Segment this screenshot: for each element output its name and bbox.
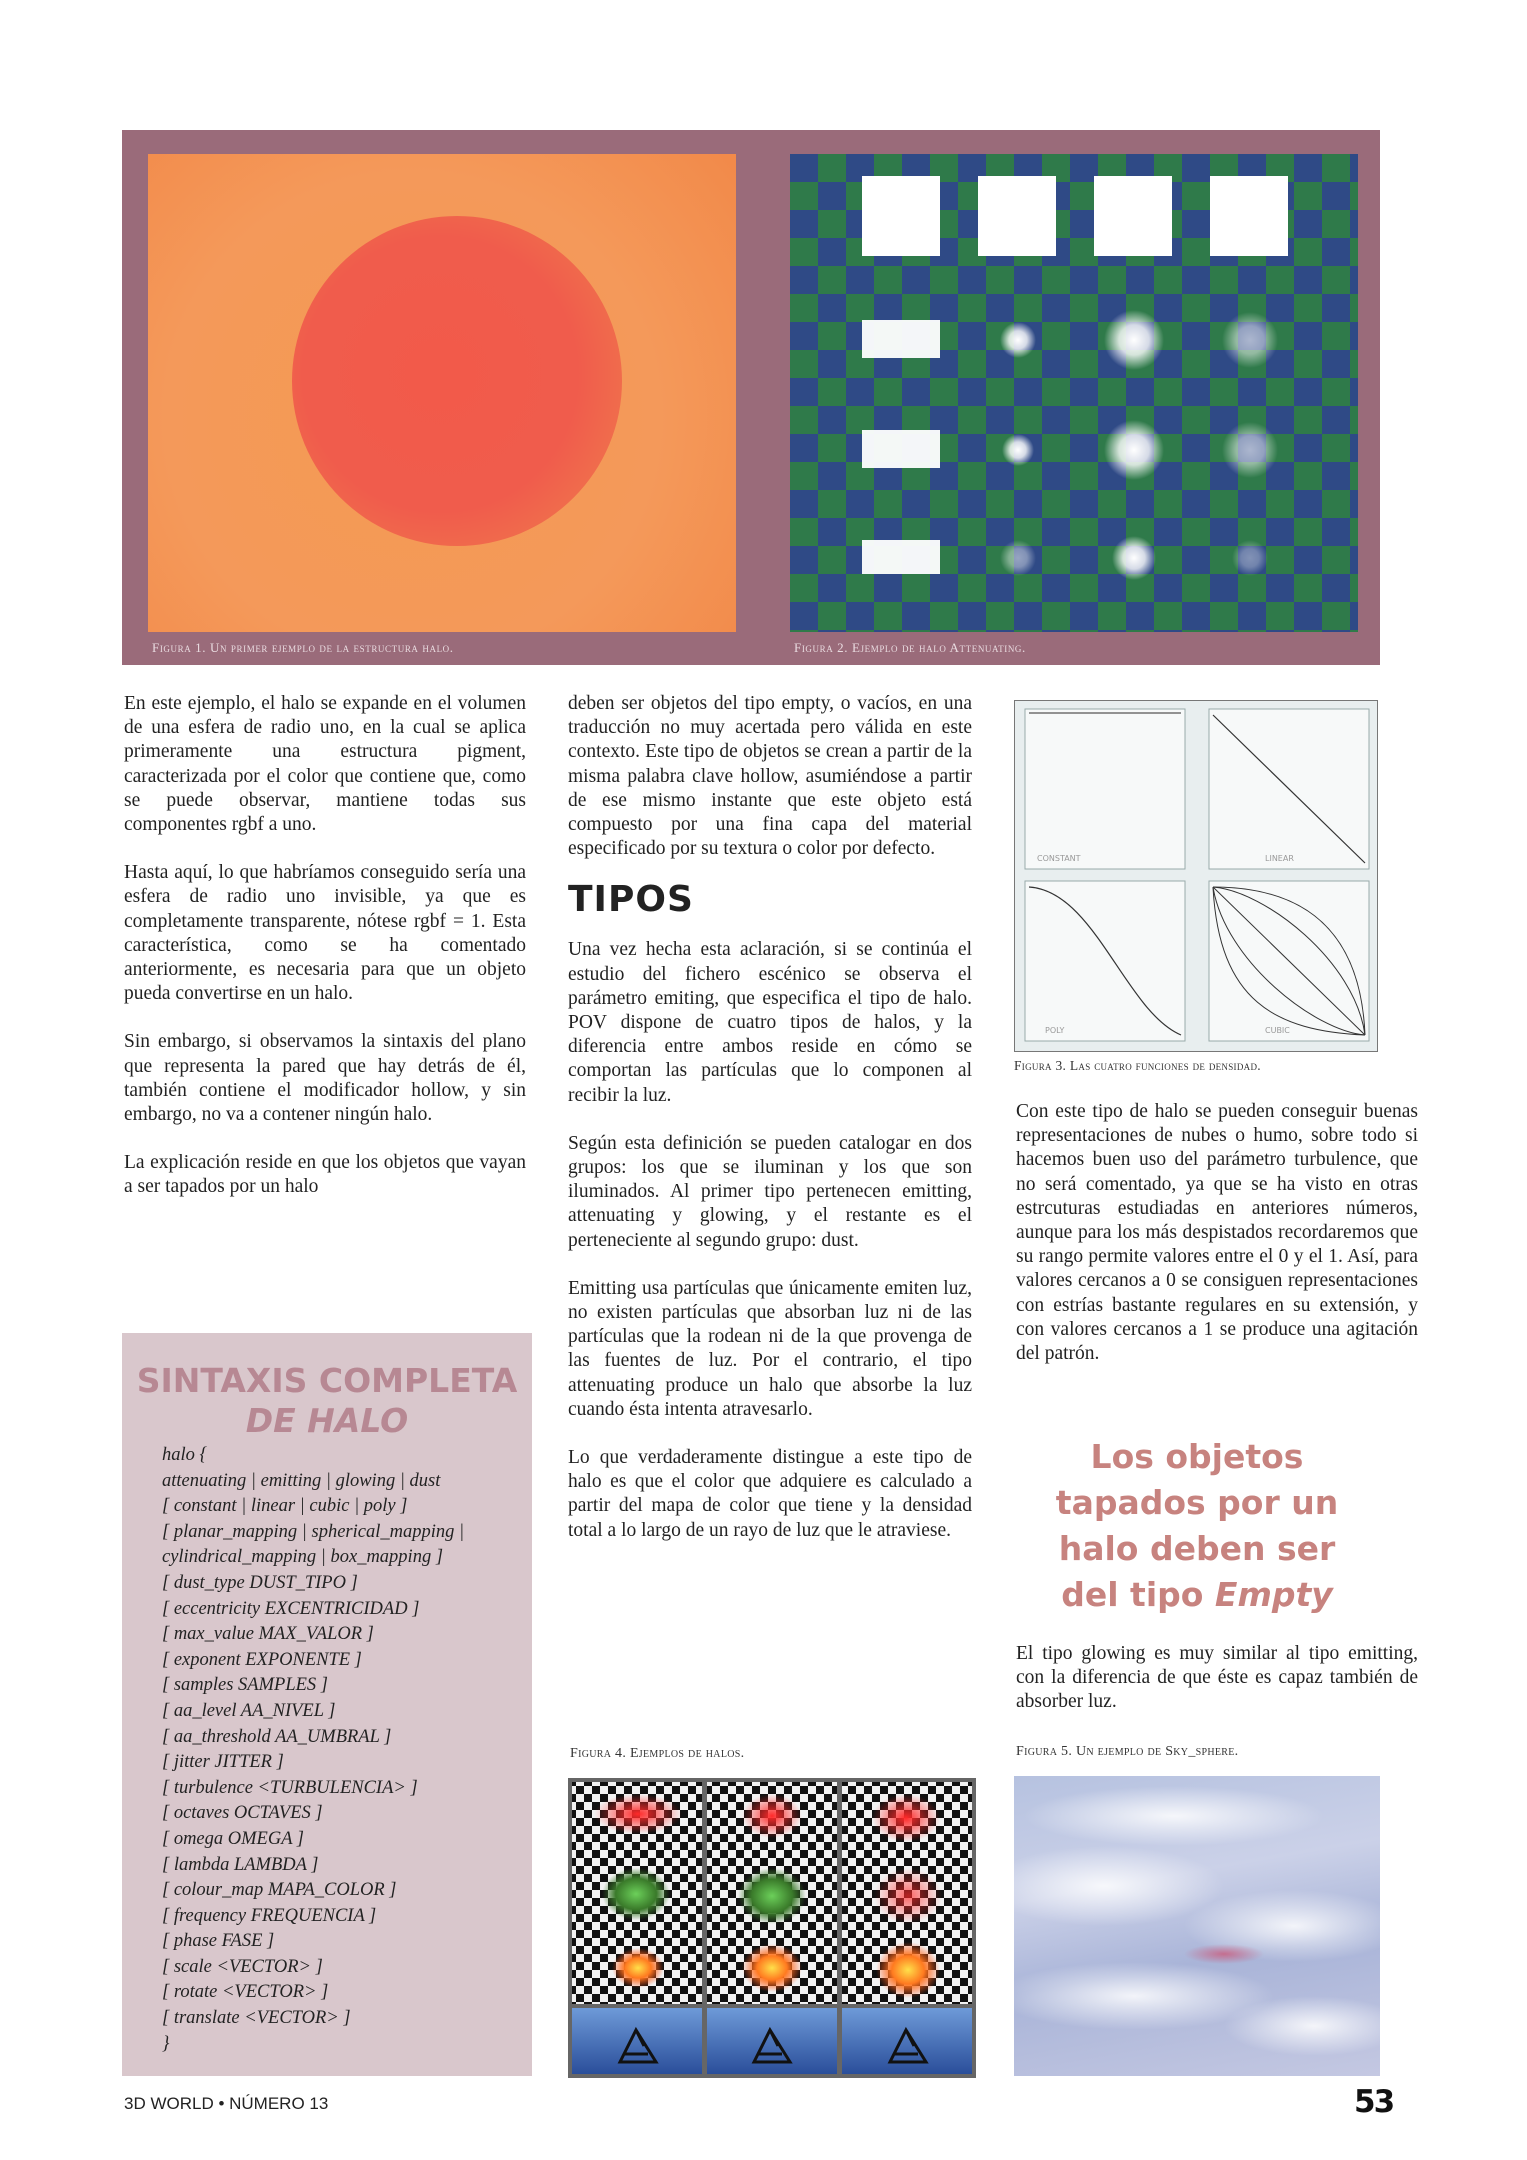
figure-2-image (790, 154, 1358, 632)
left-paragraph-3: Sin embargo, si observamos la sintaxis del plano que representa la pared que hay detrás de él, también contiene el modificador hollow, y sin embargo, no va a contener ningún halo. (124, 1031, 526, 1126)
footer-magazine: 3D WORLD • NÚMERO 13 (124, 2094, 329, 2113)
middle-paragraph-5: Lo que verdaderamente distingue a este tipo de halo es que el color que adquiere es calculado a partir del mapa de color que tiene y la densidad total a lo largo de un rayo de luz que le atraviese. (568, 1447, 972, 1541)
syntax-code-line: [ rotate <VECTOR> ] (162, 1982, 329, 2003)
syntax-code-line: [ constant | linear | cubic | poly ] (162, 1496, 408, 1517)
pull-quote (1014, 1434, 1380, 1618)
syntax-code-line: [ aa_threshold AA_UMBRAL ] (162, 1726, 392, 1747)
left-paragraph-1: En este ejemplo, el halo se expande en el volumen de una esfera de radio uno, en la cual se aplica primeramente una estructura pigment, caracterizada por el color que contiene que, como se puede observar, mantiene todas sus componentes rgbf a uno. (124, 693, 526, 836)
figure-3-caption: Figura 3. Las cuatro funciones de densidad. (1014, 1058, 1261, 1073)
density-function-plots (1015, 701, 1377, 1051)
right-column-lower (1016, 1642, 1418, 1739)
middle-paragraph-3: Según esta definición se pueden catalogar en dos grupos: los que se iluminan y los que son iluminados. Al primer tipo pertenecen emitting, attenuating y glowing, y el restante es el perteneciente al segundo grupo: dust. (568, 1132, 972, 1251)
footer-page-number: 53 (1354, 2084, 1394, 2120)
middle-paragraph-2: Una vez hecha esta aclaración, si se continúa el estudio del fichero escénico se observa el parámetro emiting, que especifica el tipo de halo. POV dispone de cuatro tipos de halos, y la diferencia entre ambos reside en cómo se comportan las partículas que lo componen al recibir la luz. (568, 939, 972, 1106)
sidebar-title (122, 1361, 532, 1441)
middle-paragraph-1: deben ser objetos del tipo empty, o vacíos, en una traducción no muy acertada pero válida en este contexto. Este tipo de objetos se crean a partir de la misma palabra clave hollow, asumiéndose a partir de ese mismo instante que este objeto está compuesto por una fina capa del material especificado por su textura o color por defecto. (568, 693, 972, 860)
syntax-code-line: cylindrical_mapping | box_mapping ] (162, 1547, 444, 1568)
section-heading-tipos: TIPOS (568, 879, 694, 921)
syntax-code-line: [ frequency FREQUENCIA ] (162, 1905, 377, 1926)
syntax-code-line: [ octaves OCTAVES ] (162, 1803, 323, 1824)
sidebar-title-line-1: SINTAXIS COMPLETA (136, 1361, 518, 1400)
figure-5-image (1014, 1776, 1380, 2076)
right-column (1016, 1100, 1418, 1390)
middle-column (568, 692, 972, 1567)
syntax-code-line: [ max_value MAX_VALOR ] (162, 1624, 374, 1645)
figure-1-image (148, 154, 736, 632)
syntax-code-line: [ lambda LAMBDA ] (162, 1854, 319, 1875)
syntax-code-line: halo { (162, 1445, 207, 1465)
pull-quote-line-2: tapados por un (1055, 1483, 1339, 1522)
halo-grid (790, 154, 1358, 632)
syntax-code-line: } (162, 2033, 170, 2054)
left-paragraph-2: Hasta aquí, lo que habríamos conseguido sería una esfera de radio uno invisible, ya que es completamente transparente, nótese rgbf = 1. Esta característica, como se ha comentado anteriormente, es necesaria para que un objeto pueda convertirse en un halo. (124, 862, 526, 1005)
syntax-code-line: [ exponent EXPONENTE ] (162, 1649, 362, 1670)
plot-label-constant: CONSTANT (1037, 854, 1081, 863)
pull-quote-line-1: Los objetos (1090, 1437, 1304, 1476)
pull-quote-emphasis: Empty (1214, 1575, 1333, 1614)
plot-label-poly: POLY (1045, 1026, 1065, 1035)
figure-2-caption: Figura 2. Ejemplo de halo Attenuating. (794, 640, 1026, 655)
right-paragraph-1: Con este tipo de halo se pueden conseguir buenas representaciones de nubes o humo, sobre todo si hacemos buen uso del parámetro turbulence, que no será comentado, ya que se ha visto en otras estrcuturas estudiadas en anteriores números, aunque para los más despistados recordaremos que su rango permite valores entre el 0 y el 1. Así, para valores cercanos a 0 se consiguen representaciones con estrías bastante regulares en su extensión, y con valores cercanos a 1 se produce una agitación del patrón. (1016, 1101, 1418, 1365)
syntax-code-line: [ samples SAMPLES ] (162, 1675, 328, 1696)
pull-quote-line-4a: del tipo (1061, 1575, 1215, 1614)
syntax-code-line: [ translate <VECTOR> ] (162, 2008, 351, 2029)
syntax-code-line: attenuating | emitting | glowing | dust (162, 1470, 441, 1491)
syntax-code-line: [ aa_level AA_NIVEL ] (162, 1700, 336, 1721)
middle-paragraph-4: Emitting usa partículas que únicamente emiten luz, no existen partículas que absorban luz ni de las partículas que la rodean ni de la que provenga de las fuentes de luz. Por el contrario, el tipo attenuating produce un halo que absorbe la luz cuando ésta intenta atravesarlo. (568, 1277, 972, 1420)
figure-4-halos (568, 1778, 976, 2078)
figure-5-caption: Figura 5. Un ejemplo de Sky_sphere. (1016, 1744, 1239, 1759)
syntax-code-line: [ phase FASE ] (162, 1931, 275, 1952)
right-paragraph-2: El tipo glowing es muy similar al tipo emitting, con la diferencia de que éste es capaz también de absorber luz. (1016, 1643, 1418, 1713)
sky-sphere-clouds (1014, 1776, 1380, 2076)
figure-1-caption: Figura 1. Un primer ejemplo de la estructura halo. (152, 640, 454, 655)
figure-4-caption: Figura 4. Ejemplos de halos. (570, 1746, 745, 1761)
syntax-code-line: [ planar_mapping | spherical_mapping | (162, 1521, 465, 1542)
figure-3-image (1014, 700, 1378, 1052)
left-paragraph-4: La explicación reside en que los objetos que vayan a ser tapados por un halo (124, 1152, 526, 1198)
pull-quote-line-4 (1014, 1572, 1380, 1618)
top-figure-band (122, 130, 1380, 665)
figure-4-image (568, 1778, 976, 2078)
syntax-code-line: [ dust_type DUST_TIPO ] (162, 1572, 358, 1593)
syntax-code-line: [ omega OMEGA ] (162, 1828, 304, 1849)
halo-sphere (292, 216, 622, 546)
syntax-code-line: [ turbulence <TURBULENCIA> ] (162, 1777, 418, 1798)
syntax-code-line: [ scale <VECTOR> ] (162, 1956, 323, 1977)
syntax-code-line: [ jitter JITTER ] (162, 1752, 284, 1773)
syntax-sidebar (122, 1333, 532, 2076)
plot-label-cubic: CUBIC (1265, 1026, 1290, 1035)
sidebar-title-line-2: DE HALO (245, 1401, 409, 1440)
syntax-code-line: [ eccentricity EXCENTRICIDAD ] (162, 1598, 420, 1619)
plot-label-linear: LINEAR (1265, 854, 1294, 863)
left-column (124, 692, 526, 1224)
syntax-code-block (162, 1443, 522, 2057)
pull-quote-line-3: halo deben ser (1058, 1529, 1336, 1568)
syntax-code-line: [ colour_map MAPA_COLOR ] (162, 1880, 397, 1901)
